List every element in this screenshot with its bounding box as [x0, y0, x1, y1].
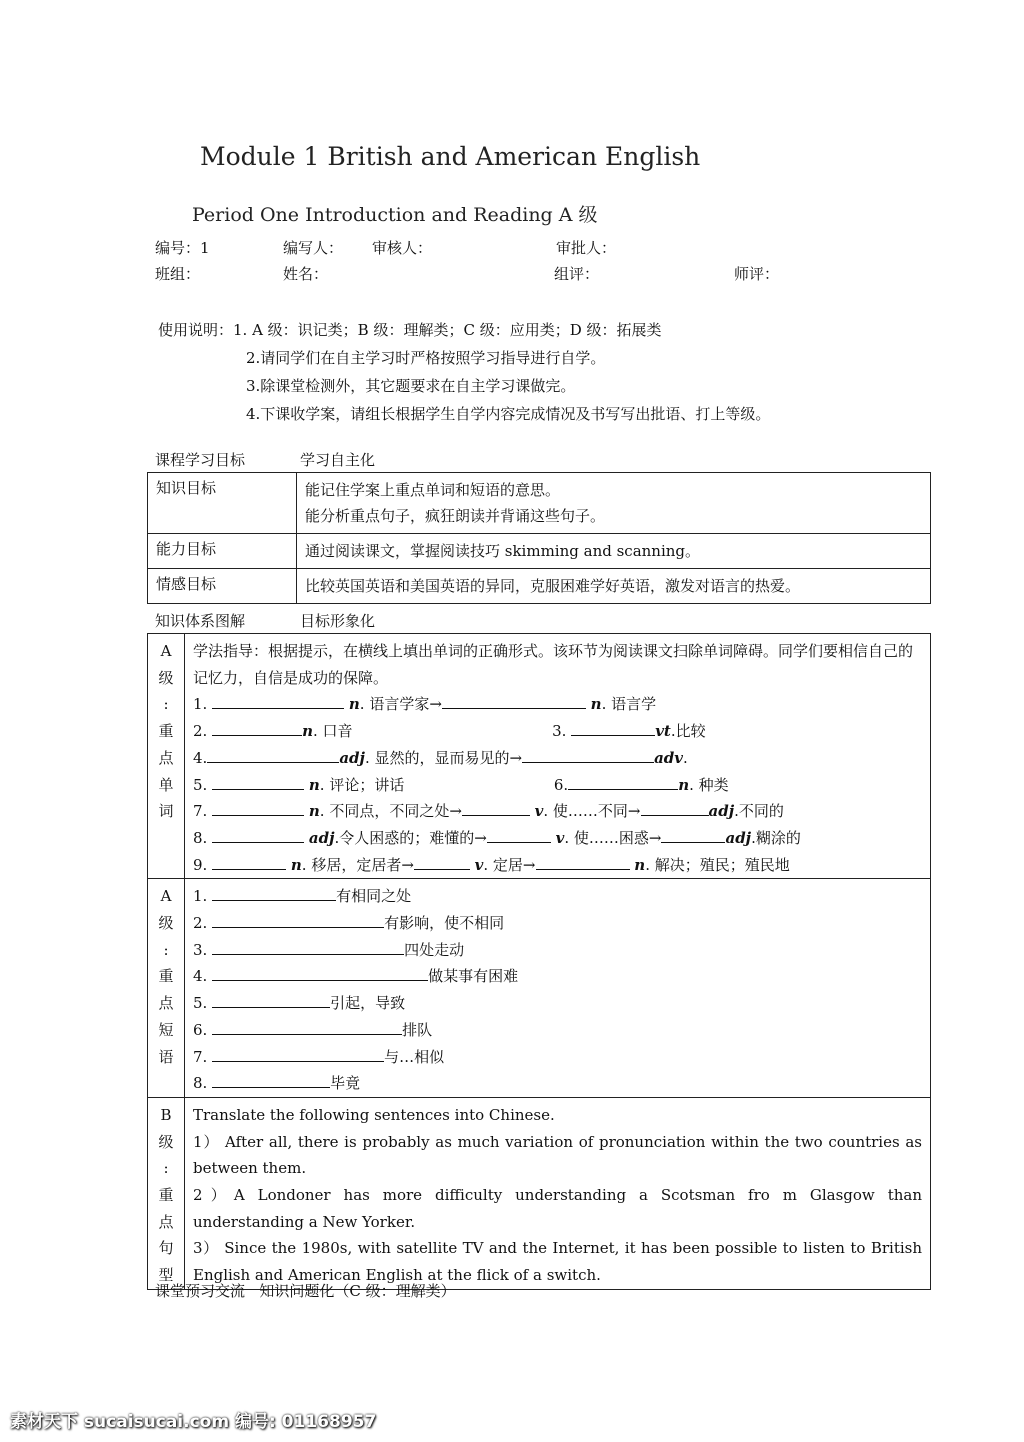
words-section	[185, 634, 931, 879]
instruction-line: 4.下课收学案，请组长根据学生自学内容完成情况及书写写出批语、打上等级。	[246, 405, 771, 423]
blank-field[interactable]	[568, 773, 678, 790]
table-row	[148, 534, 931, 569]
blank-field[interactable]	[571, 719, 655, 736]
goal-label: 情感目标	[148, 569, 297, 604]
goals-table	[147, 472, 931, 604]
sentence-item: 2）A Londoner has more difficulty understanding a Scotsman fro m Glasgow than understanding a New Yorker.	[193, 1186, 922, 1231]
blank-field[interactable]	[442, 692, 586, 709]
blank-field[interactable]	[207, 746, 339, 763]
table-row	[148, 1097, 931, 1289]
goal-line: 通过阅读课文，掌握阅读技巧 skimming and scanning。	[305, 542, 701, 560]
blank-field[interactable]	[462, 799, 530, 816]
translate-instruction: Translate the following sentences into Chinese.	[193, 1105, 555, 1124]
goal-content	[297, 569, 931, 604]
blank-field[interactable]	[414, 853, 470, 870]
knowledge-heading: 知识体系图解	[155, 612, 246, 630]
meta-name: 姓名：	[283, 265, 329, 283]
meta-teacher-review: 师评：	[734, 265, 780, 283]
blank-field[interactable]	[212, 991, 330, 1008]
goal-content	[297, 473, 931, 534]
sentence-item: 1） After all, there is probably as much variation of pronunciation within the two countries as between them.	[193, 1132, 922, 1178]
goal-line: 比较英国英语和美国英语的异同，克服困难学好英语，激发对语言的热爱。	[305, 577, 801, 595]
word-item-7: 7. n. 不同点，不同之处→ v. 使……不同→ adj.不同的	[193, 798, 922, 825]
meta-reviewer: 审核人：	[372, 239, 433, 257]
table-row	[148, 569, 931, 604]
blank-field[interactable]	[641, 799, 709, 816]
word-item-9: 9. n. 移居，定居者→ v. 定居→ n. 解决；殖民；殖民地	[193, 852, 922, 879]
meta-group-review: 组评：	[554, 265, 600, 283]
blank-field[interactable]	[212, 773, 304, 790]
preview-exchange-heading: 课堂预习交流 知识问题化（C 级：理解类）	[155, 1282, 456, 1300]
blank-field[interactable]	[661, 826, 725, 843]
document-title: Module 1 British and American English	[200, 142, 701, 171]
level-label: A 级 : 重 点 短 语	[148, 879, 185, 1098]
meta-author: 编写人：	[283, 239, 344, 257]
goal-line: 能分析重点句子，疯狂朗读并背诵这些句子。	[305, 507, 606, 525]
blank-field[interactable]	[212, 1071, 330, 1088]
table-row	[148, 634, 931, 879]
goal-content	[297, 534, 931, 569]
knowledge-heading-2: 目标形象化	[300, 612, 376, 630]
knowledge-table	[147, 633, 931, 1290]
phrase-item: 6. 排队	[193, 1017, 922, 1044]
blank-field[interactable]	[212, 853, 286, 870]
blank-field[interactable]	[212, 1045, 384, 1062]
document-subtitle: Period One Introduction and Reading A 级	[192, 204, 598, 226]
word-item-2: 2. n. 口音 3. vt.比较	[193, 718, 922, 745]
usage-instructions	[158, 316, 770, 428]
blank-field[interactable]	[212, 692, 344, 709]
table-row	[148, 879, 931, 1098]
phrase-item: 7. 与…相似	[193, 1044, 922, 1071]
meta-number: 编号：1	[155, 239, 210, 257]
sentences-section	[185, 1097, 931, 1289]
instruction-line: 3.除课堂检测外，其它题要求在自主学习课做完。	[246, 377, 576, 395]
phrases-section	[185, 879, 931, 1098]
goal-label: 知识目标	[148, 473, 297, 534]
word-item-8: 8. adj.令人困惑的；难懂的→ v. 使……困惑→ adj.糊涂的	[193, 825, 922, 852]
phrase-item: 4. 做某事有困难	[193, 963, 922, 990]
blank-field[interactable]	[487, 826, 551, 843]
goals-heading: 课程学习目标	[155, 451, 246, 469]
study-guide: 学法指导：根据提示，在横线上填出单词的正确形式。该环节为阅读课文扫除单词障碍。同学们要相信自己的记忆力，自信是成功的保障。	[193, 642, 914, 687]
table-row	[148, 473, 931, 534]
level-label: A 级 : 重 点 单 词	[148, 634, 185, 879]
phrase-item: 3. 四处走动	[193, 937, 922, 964]
blank-field[interactable]	[522, 746, 654, 763]
phrase-item: 8. 毕竟	[193, 1070, 922, 1097]
goals-heading-2: 学习自主化	[300, 451, 376, 469]
phrase-item: 1. 有相同之处	[193, 883, 922, 910]
watermark: 素材天下 sucaisucai.com 编号: 01168957	[10, 1412, 377, 1432]
phrase-item: 5. 引起，导致	[193, 990, 922, 1017]
blank-field[interactable]	[212, 884, 336, 901]
sentence-item: 3） Since the 1980s, with satellite TV and the Internet, it has been possible to listen to British English and American English at the flick of a switch.	[193, 1239, 922, 1285]
blank-field[interactable]	[536, 853, 630, 870]
blank-field[interactable]	[212, 826, 304, 843]
level-label: B 级 : 重 点 句 型	[148, 1097, 185, 1289]
blank-field[interactable]	[212, 799, 304, 816]
instruction-line: 使用说明：1. A 级：识记类；B 级：理解类；C 级：应用类；D 级：拓展类	[158, 321, 662, 339]
goal-line: 能记住学案上重点单词和短语的意思。	[305, 481, 561, 499]
word-item-4: 4. adj. 显然的，显而易见的→ adv.	[193, 745, 922, 772]
phrase-item: 2. 有影响，使不相同	[193, 910, 922, 937]
word-item-5: 5. n. 评论；讲话 6. n. 种类	[193, 772, 922, 799]
blank-field[interactable]	[212, 1018, 402, 1035]
goal-label: 能力目标	[148, 534, 297, 569]
blank-field[interactable]	[212, 719, 302, 736]
word-item-1: 1. n. 语言学家→ n. 语言学	[193, 691, 922, 718]
meta-approver: 审批人：	[556, 239, 617, 257]
instruction-line: 2.请同学们在自主学习时严格按照学习指导进行自学。	[246, 349, 606, 367]
blank-field[interactable]	[212, 964, 428, 981]
meta-group: 班组：	[155, 265, 201, 283]
blank-field[interactable]	[212, 911, 384, 928]
blank-field[interactable]	[212, 938, 404, 955]
